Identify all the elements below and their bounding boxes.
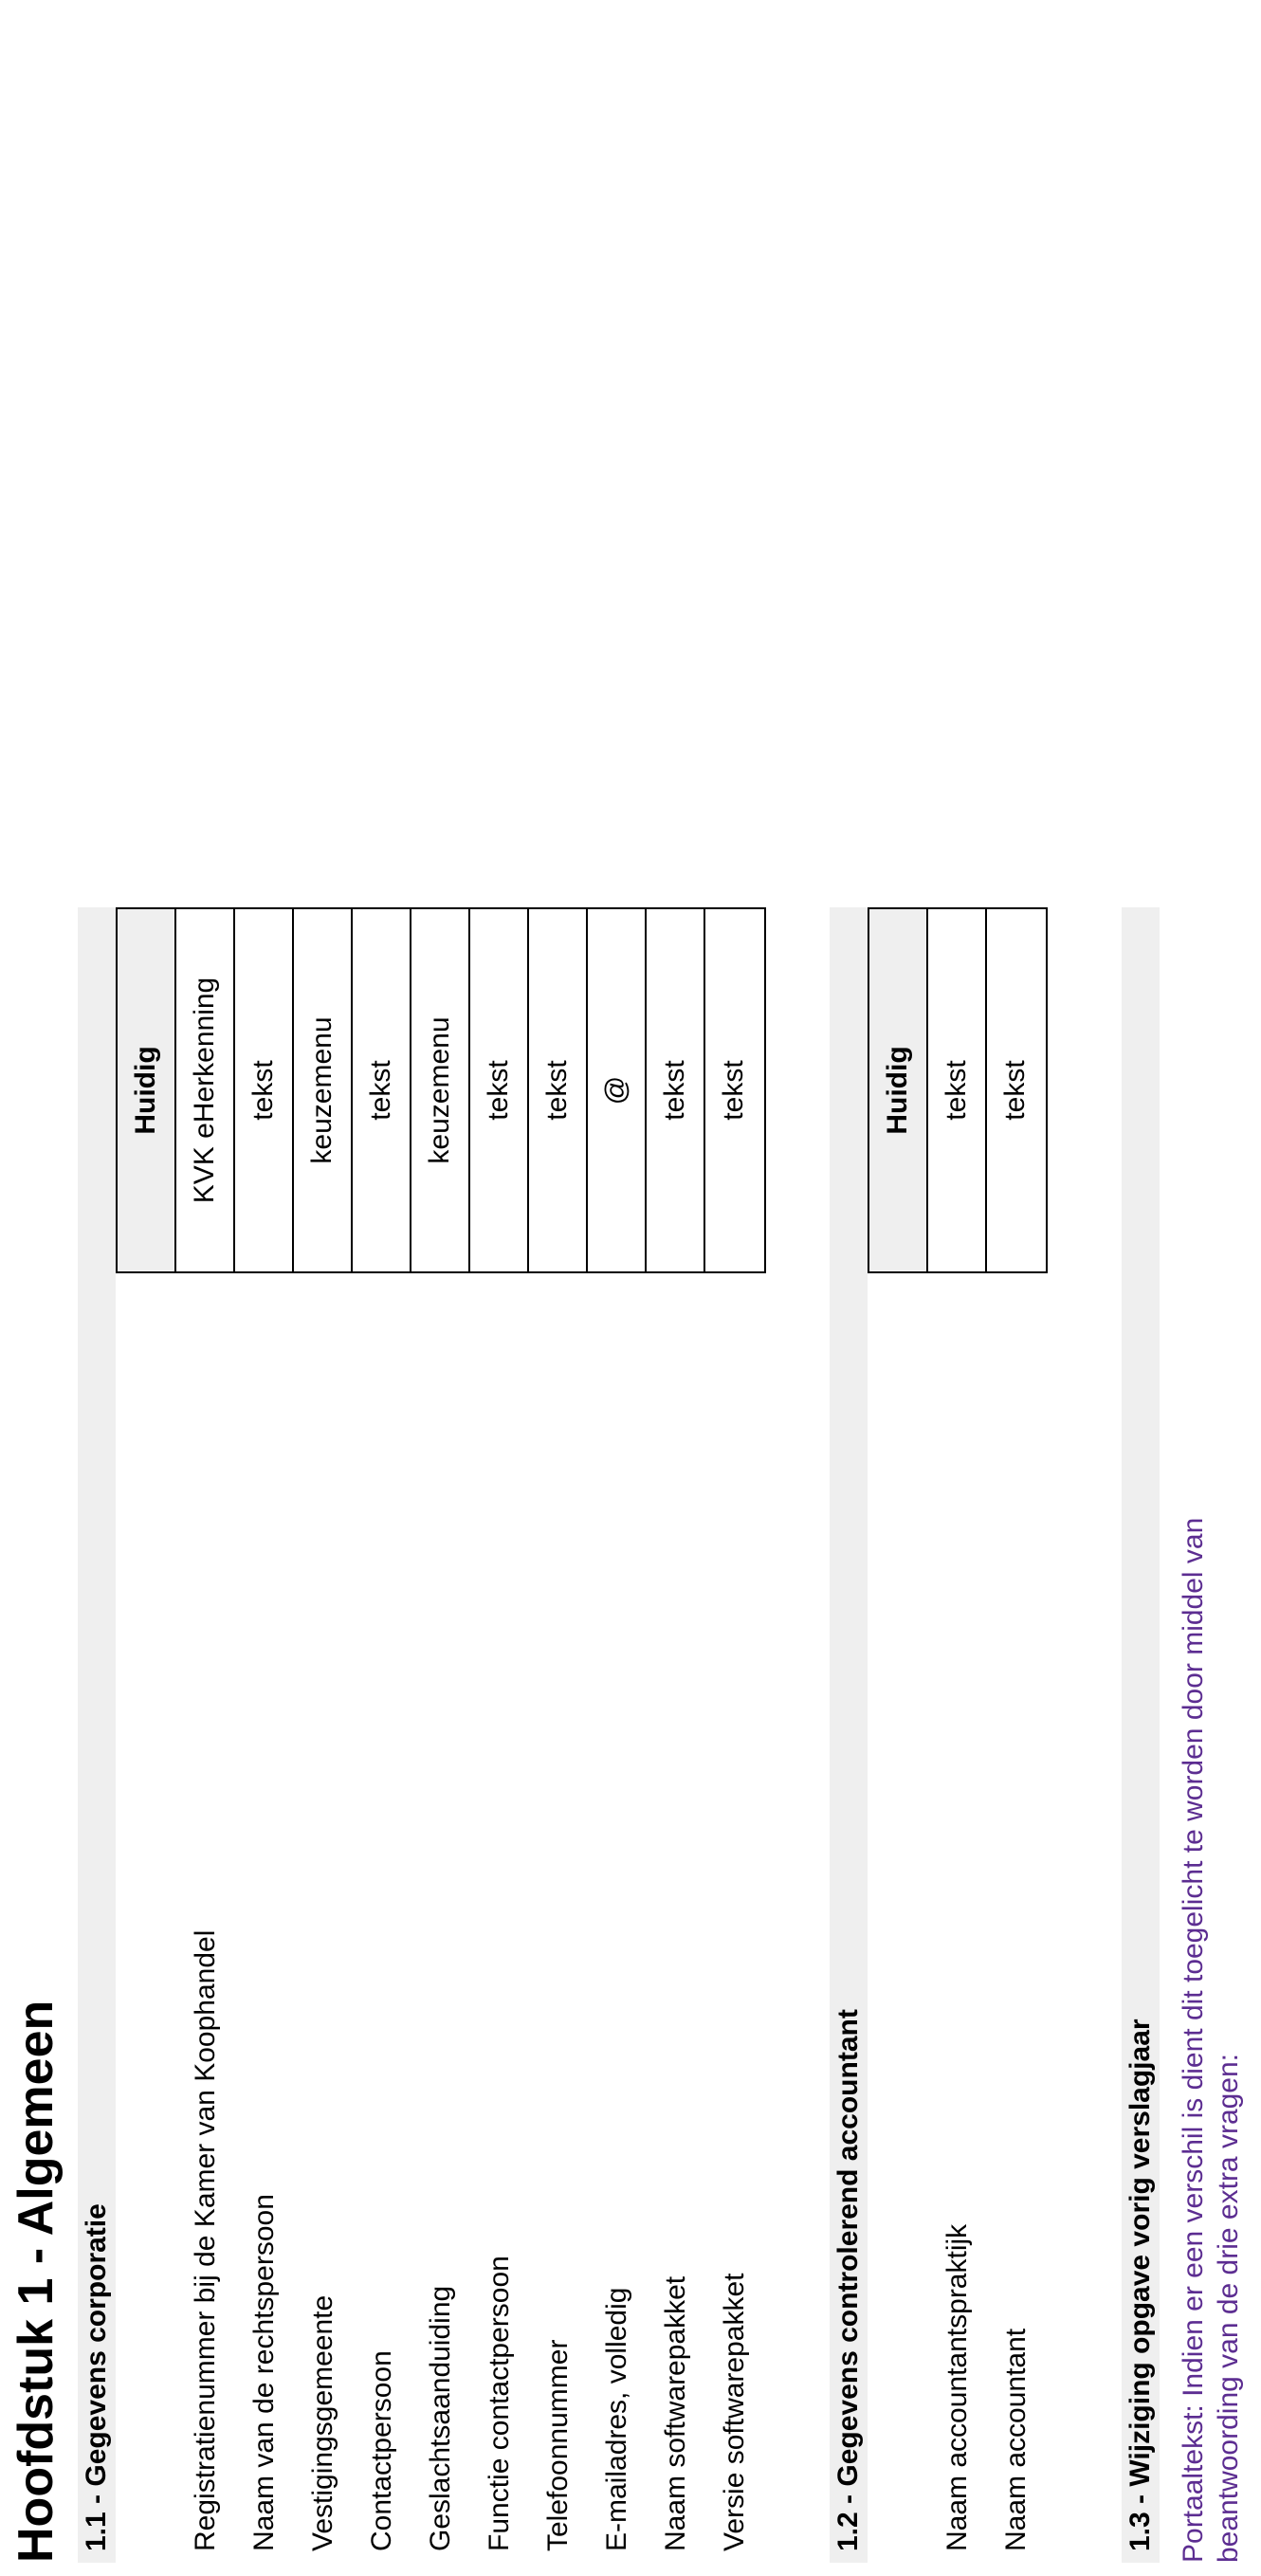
value-cell: tekst xyxy=(470,909,529,1271)
value-cell: KVK eHerkenning xyxy=(176,909,235,1271)
table-1-1-labels xyxy=(176,1930,764,2551)
value-cell: tekst xyxy=(647,909,705,1271)
value-cell: tekst xyxy=(928,909,987,1271)
column-header-huidig: Huidig xyxy=(118,909,176,1271)
row-label: Naam accountant xyxy=(1000,2328,1032,2551)
portal-text-line: beantwoording van de drie extra vragen: xyxy=(1213,2053,1244,2563)
page-title: Hoofdstuk 1 - Algemeen xyxy=(9,2000,64,2563)
row-label: Naam accountantspraktijk xyxy=(941,2223,973,2551)
column-header-huidig: Huidig xyxy=(869,909,928,1271)
row-label: Registratienummer bij de Kamer van Koophandel xyxy=(190,1929,221,2551)
value-cell: tekst xyxy=(718,1060,749,1121)
value-cell: tekst xyxy=(353,909,411,1271)
row-label: Vestigingsgemeente xyxy=(307,2294,338,2551)
section-heading-1-3: 1.3 - Wijziging opgave vorig verslagjaar xyxy=(1122,907,1160,2563)
table-1-1-value-column xyxy=(116,907,766,1273)
portal-text-line: Portaaltekst: Indien er een verschil is dient dit toegelicht te worden door middel van xyxy=(1178,1517,1209,2563)
row-label: Naam softwarepakket xyxy=(660,2275,691,2551)
row-label: Geslachtsaanduiding xyxy=(425,2285,456,2551)
table-1-2-value-column xyxy=(868,907,1048,1273)
value-cell: tekst xyxy=(529,909,588,1271)
row-label: Contactpersoon xyxy=(366,2350,397,2551)
row-label: Telefoonnummer xyxy=(542,2339,574,2551)
row-label: Functie contactpersoon xyxy=(484,2256,515,2551)
section-heading-1-2: 1.2 - Gegevens controlerend accountant xyxy=(830,907,868,2563)
row-label: Versie softwarepakket xyxy=(719,2273,750,2551)
table-1-2-labels xyxy=(928,2224,1046,2551)
value-cell: keuzemenu xyxy=(411,909,470,1271)
value-cell: keuzemenu xyxy=(294,909,353,1271)
section-heading-1-1: 1.1 - Gegevens corporatie xyxy=(78,907,116,2563)
value-cell: @ xyxy=(588,909,647,1271)
portal-text xyxy=(1176,1518,1246,2563)
value-cell: tekst xyxy=(235,909,294,1271)
row-label: Naam van de rechtspersoon xyxy=(248,2194,280,2551)
value-cell: tekst xyxy=(999,1060,1031,1121)
row-label: E-mailadres, volledig xyxy=(601,2287,632,2551)
